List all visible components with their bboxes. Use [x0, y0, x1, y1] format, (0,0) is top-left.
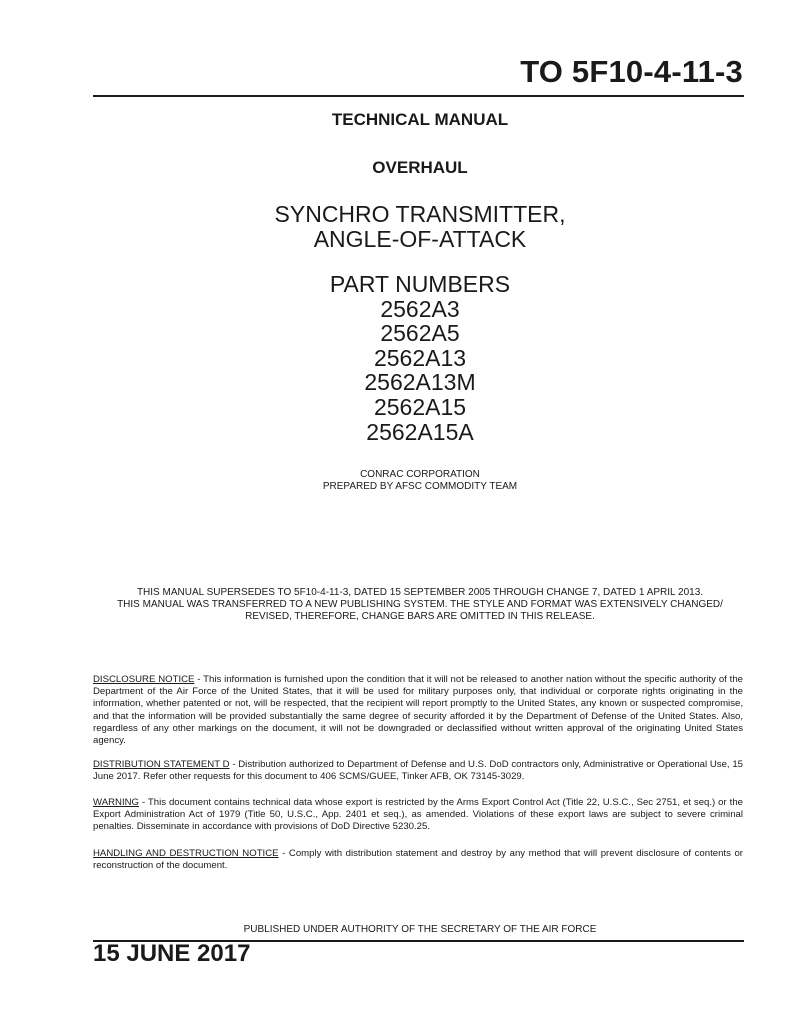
export-warning-text: - This document contains technical data whose export is restricted by the Arms Export Control Act (Title 22, U.S.C., Sec 2751, et seq.) or the Export Administration Act of 1979 (Title 50, U.S.C., App. 2401 et seq.), as amended. Violations of these export laws are subject to severe criminal penalties. Disseminate in accordance with provisions of DoD Directive 5230.25.: [93, 797, 743, 833]
distribution-statement: [93, 759, 743, 783]
technical-order-number: TO 5F10-4-11-3: [520, 54, 743, 89]
part-number: 2562A15: [373, 394, 467, 420]
distribution-statement-label: DISTRIBUTION STATEMENT D: [93, 759, 230, 770]
disclosure-notice-label: DISCLOSURE NOTICE: [93, 674, 195, 685]
disclosure-notice: [93, 674, 743, 747]
title-line-2: ANGLE-OF-ATTACK: [313, 226, 527, 252]
part-number: 2562A13: [373, 345, 467, 371]
manual-category: OVERHAUL: [372, 158, 468, 177]
export-warning-label: WARNING: [93, 797, 140, 808]
disclosure-notice-text: - This information is furnished upon the condition that it will not be released to another nation without the specific authority of the Department of the Air Force of the United States, that it will be used for military purposes only, that individual or corporate rights originating in the information, whether patented or not, will be respected, that the recipient will report promptly to the United States, any known or suspected compromise, and that the information will be provided substantially the same degree of security afforded it by the Department of Defense of the United States. Also, regardless of any other markings on the document, it will not be downgraded or declassified without written approval of the originating United States agency.: [93, 674, 743, 747]
handling-notice-label: HANDLING AND DESTRUCTION NOTICE: [93, 848, 279, 859]
supersedes-line-1: THIS MANUAL SUPERSEDES TO 5F10-4-11-3, DATED 15 SEPTEMBER 2005 THROUGH CHANGE 7, DATED 1 APRIL 2013.: [136, 587, 704, 598]
header-rule: [93, 95, 744, 97]
export-warning: [93, 797, 743, 834]
part-number: 2562A15A: [366, 419, 474, 445]
part-number: 2562A3: [380, 296, 460, 322]
title-line-1: SYNCHRO TRANSMITTER,: [274, 201, 566, 227]
manual-type: TECHNICAL MANUAL: [331, 110, 509, 129]
company-name: CONRAC CORPORATION: [360, 469, 480, 480]
publishing-authority: PUBLISHED UNDER AUTHORITY OF THE SECRETARY OF THE AIR FORCE: [243, 924, 597, 935]
part-number: 2562A5: [380, 320, 460, 346]
supersedes-line-3: REVISED, THEREFORE, CHANGE BARS ARE OMITTED IN THIS RELEASE.: [245, 611, 595, 622]
distribution-statement-text: - Distribution authorized to Department of Defense and U.S. DoD contractors only, Administrative or Operational Use, 15 June 2017. Refer other requests for this document to 406 SCMS/GUEE, Tinker AFB, OK 73145-3029.: [93, 759, 744, 783]
publication-date: 15 JUNE 2017: [93, 940, 251, 967]
part-numbers-heading: PART NUMBERS: [329, 271, 511, 297]
supersedes-line-2: THIS MANUAL WAS TRANSFERRED TO A NEW PUBLISHING SYSTEM. THE STYLE AND FORMAT WAS EXTENSIVELY CHANGED/: [117, 599, 723, 610]
prepared-by: PREPARED BY AFSC COMMODITY TEAM: [322, 481, 518, 492]
part-number: 2562A13M: [364, 369, 476, 395]
handling-notice-text: - Comply with distribution statement and destroy by any method that will prevent disclosure of contents or reconstruction of the document.: [93, 848, 743, 872]
handling-notice: [93, 848, 743, 872]
